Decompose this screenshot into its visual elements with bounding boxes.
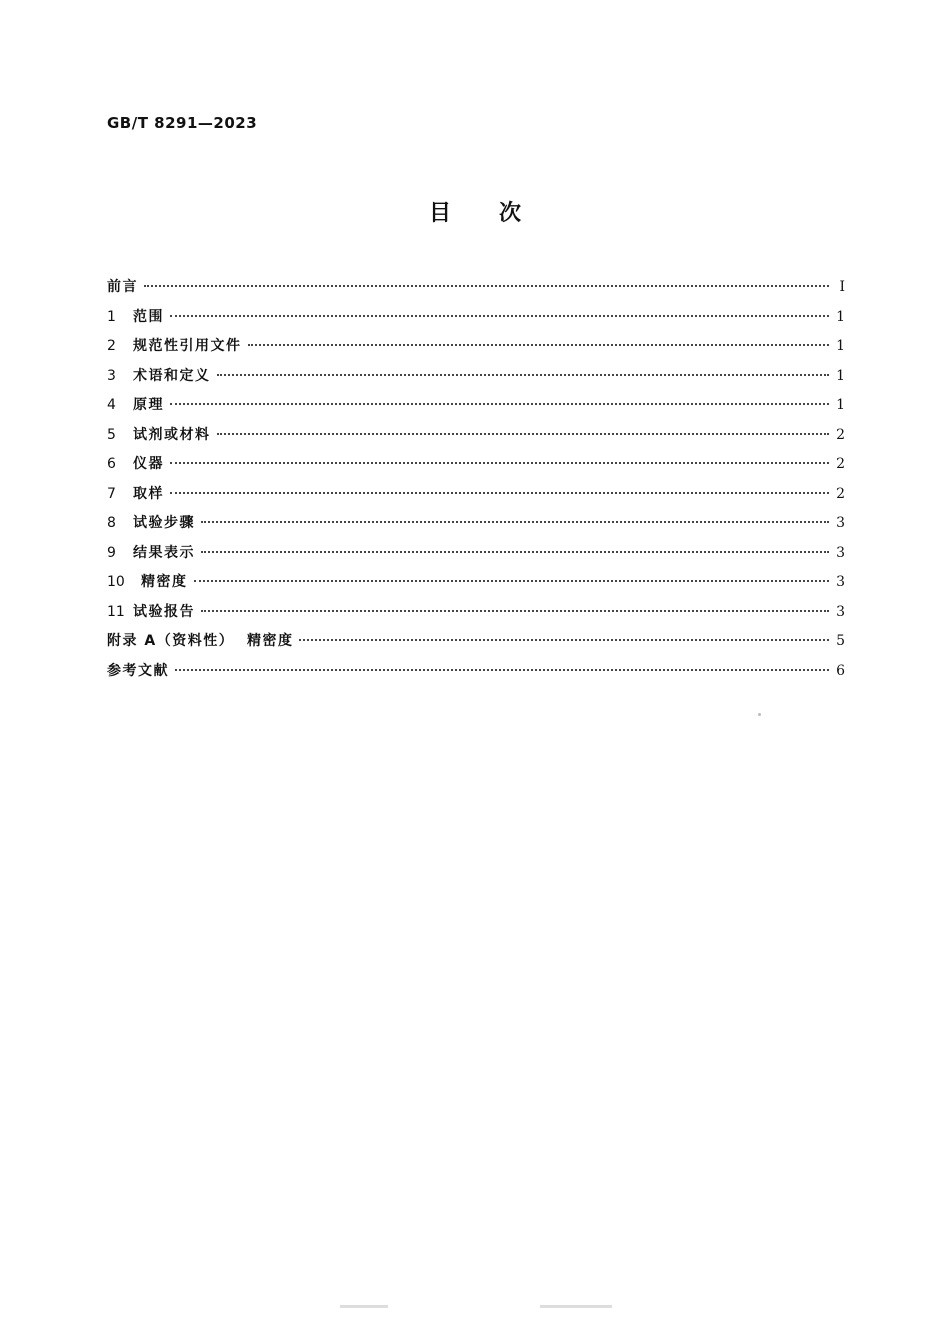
toc-entry-page: 1 — [836, 367, 845, 384]
leader-dots — [201, 551, 829, 553]
toc-entry-number: 9 — [107, 544, 116, 561]
toc-entry-page: 1 — [836, 338, 845, 354]
toc-entry-3[interactable] — [107, 365, 845, 395]
toc-entry-label: 附录 A（资料性） 精密度 — [107, 633, 294, 649]
toc-entry-label: 范围 — [133, 308, 164, 325]
toc-entry-page: 3 — [836, 603, 845, 620]
toc-entry-page: 3 — [836, 574, 845, 590]
toc-entry-number: 3 — [107, 367, 116, 384]
toc-entry-label: 术语和定义 — [133, 367, 211, 384]
toc-entry-page: 5 — [836, 633, 845, 649]
toc-entry-7[interactable] — [107, 483, 845, 513]
toc-entry-foreword[interactable] — [107, 276, 845, 306]
toc-entry-number: 6 — [107, 456, 116, 472]
toc-entry-number: 4 — [107, 397, 116, 413]
toc-entry-number: 7 — [107, 485, 116, 502]
leader-dots — [217, 374, 830, 376]
toc-entry-2[interactable] — [107, 335, 845, 365]
toc-title — [0, 196, 950, 227]
toc-entry-annex-a[interactable] — [107, 630, 845, 660]
toc-entry-number: 5 — [107, 426, 116, 443]
leader-dots — [170, 403, 829, 405]
scan-speck — [758, 713, 761, 716]
toc-entry-label: 取样 — [133, 485, 164, 502]
toc-entry-page: 2 — [836, 485, 845, 502]
toc-entry-label: 试验步骤 — [133, 515, 195, 531]
toc-entry-label: 精密度 — [141, 574, 188, 590]
toc-entry-page: 3 — [836, 544, 845, 561]
toc-entry-label: 仪器 — [133, 456, 164, 472]
table-of-contents — [107, 276, 845, 689]
leader-dots — [170, 492, 829, 494]
toc-entry-page: 2 — [836, 426, 845, 443]
toc-title-char-1: 目 — [428, 201, 451, 226]
toc-entry-number: 11 — [107, 603, 125, 620]
toc-entry-label: 原理 — [133, 397, 164, 413]
leader-dots — [201, 521, 829, 523]
toc-entry-6[interactable] — [107, 453, 845, 483]
leader-dots — [201, 610, 829, 612]
toc-entry-10[interactable] — [107, 571, 845, 601]
toc-entry-page: 1 — [836, 308, 845, 325]
toc-entry-4[interactable] — [107, 394, 845, 424]
toc-entry-page: 1 — [836, 397, 845, 413]
toc-entry-page: 2 — [836, 456, 845, 472]
toc-entry-1[interactable] — [107, 306, 845, 336]
toc-entry-number: 2 — [107, 338, 116, 354]
toc-entry-page: 6 — [836, 662, 845, 679]
footer-smudge-left — [340, 1305, 388, 1308]
toc-entry-11[interactable] — [107, 601, 845, 631]
toc-entry-label: 前言 — [107, 279, 138, 295]
toc-entry-bibliography[interactable] — [107, 660, 845, 690]
toc-entry-9[interactable] — [107, 542, 845, 572]
toc-entry-page: 3 — [836, 515, 845, 531]
toc-entry-5[interactable] — [107, 424, 845, 454]
toc-entry-8[interactable] — [107, 512, 845, 542]
toc-entry-label: 试剂或材料 — [133, 426, 211, 443]
leader-dots — [170, 462, 829, 464]
leader-dots — [248, 344, 830, 346]
toc-entry-number: 8 — [107, 515, 116, 531]
toc-title-char-2: 次 — [499, 201, 522, 226]
toc-entry-page: I — [839, 279, 845, 295]
toc-entry-label: 规范性引用文件 — [133, 338, 242, 354]
leader-dots — [194, 580, 830, 582]
leader-dots — [217, 433, 830, 435]
toc-entry-number: 1 — [107, 308, 116, 325]
footer-smudge-right — [540, 1305, 612, 1308]
leader-dots — [144, 285, 829, 287]
leader-dots — [175, 669, 829, 671]
toc-entry-label: 结果表示 — [133, 544, 195, 561]
standard-code: GB/T 8291—2023 — [107, 114, 258, 132]
toc-entry-number: 10 — [107, 574, 125, 590]
leader-dots — [299, 639, 829, 641]
toc-entry-label: 参考文献 — [107, 662, 169, 679]
toc-entry-label: 试验报告 — [133, 603, 195, 620]
leader-dots — [170, 315, 829, 317]
